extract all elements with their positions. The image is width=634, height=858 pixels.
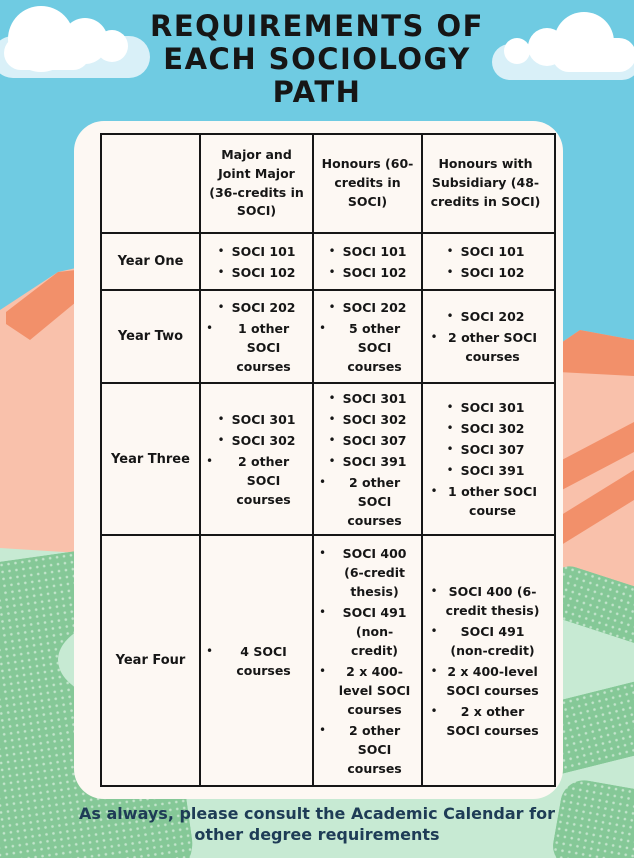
bullet-icon: • xyxy=(446,421,454,435)
course-text: 1 other SOCI courses xyxy=(236,320,291,374)
table-header-row xyxy=(102,135,554,232)
bullet-icon: • xyxy=(217,411,225,426)
course-cell xyxy=(199,291,312,382)
course-text: 2 other SOCI courses xyxy=(236,453,291,507)
row-label: Year One xyxy=(117,254,184,269)
course-cell xyxy=(199,234,312,289)
course-text: 2 x other SOCI courses xyxy=(446,703,539,738)
course-text: SOCI 391 xyxy=(460,463,525,478)
header-label: Honours (60-credits in SOCI) xyxy=(321,156,414,209)
bullet-icon: • xyxy=(206,643,214,658)
list-item xyxy=(319,410,416,429)
bullet-icon: • xyxy=(328,299,336,314)
list-item xyxy=(319,544,416,601)
bullet-icon: • xyxy=(206,320,214,335)
course-text: 2 other SOCI courses xyxy=(448,330,538,364)
list-item xyxy=(218,242,296,261)
header-label: Honours with Subsidiary (48-credits in SOCI) xyxy=(430,156,541,209)
course-text: SOCI 491 (non-credit) xyxy=(342,604,407,658)
list-item xyxy=(430,328,540,366)
course-list xyxy=(329,242,407,282)
row-label: Year Three xyxy=(111,451,190,467)
bullet-icon: • xyxy=(319,474,327,489)
course-text: SOCI 400 (6-credit thesis) xyxy=(445,583,540,618)
list-item xyxy=(319,431,416,450)
course-text: SOCI 202 xyxy=(342,299,407,315)
course-cell xyxy=(421,291,548,382)
bullet-icon: • xyxy=(328,390,336,405)
list-item xyxy=(329,263,407,282)
course-cell xyxy=(312,536,421,785)
bullet-icon: • xyxy=(446,463,454,477)
bullet-icon: • xyxy=(430,583,438,598)
bullet-icon: • xyxy=(446,400,454,414)
course-text: SOCI 400 (6-credit thesis) xyxy=(342,545,407,599)
course-list xyxy=(206,298,307,376)
bullet-icon: • xyxy=(217,243,225,258)
bullet-icon: • xyxy=(430,623,438,638)
course-cell xyxy=(199,536,312,785)
course-text: SOCI 101 xyxy=(342,243,407,259)
course-text: 2 other SOCI courses xyxy=(347,474,402,528)
course-text: SOCI 301 xyxy=(460,400,525,415)
course-list xyxy=(430,307,540,366)
mountain-illustration xyxy=(0,262,76,562)
requirements-table xyxy=(100,133,556,787)
course-text: SOCI 307 xyxy=(460,442,525,457)
course-text: SOCI 102 xyxy=(460,264,525,280)
course-text: 2 other SOCI courses xyxy=(347,722,402,776)
table-row xyxy=(102,232,554,289)
course-text: SOCI 302 xyxy=(342,411,407,427)
course-list xyxy=(319,389,416,530)
course-text: SOCI 301 xyxy=(231,411,296,427)
list-item xyxy=(206,410,307,429)
course-text: SOCI 101 xyxy=(460,243,525,259)
course-cell xyxy=(421,536,548,785)
list-item xyxy=(430,307,540,326)
bullet-icon: • xyxy=(430,703,438,718)
course-text: 4 SOCI courses xyxy=(236,643,291,678)
mountain-illustration xyxy=(558,300,634,600)
row-label: Year Two xyxy=(117,329,184,344)
list-item xyxy=(430,662,540,700)
bullet-icon: • xyxy=(446,309,454,323)
course-list xyxy=(206,410,307,509)
bullet-icon: • xyxy=(430,484,438,498)
course-text: SOCI 302 xyxy=(460,421,525,436)
bullet-icon: • xyxy=(446,264,454,279)
bullet-icon: • xyxy=(217,299,225,314)
row-label: Year Four xyxy=(115,653,186,668)
course-list xyxy=(319,544,416,778)
list-item xyxy=(218,263,296,282)
row-label-cell xyxy=(102,234,199,289)
page-title xyxy=(0,10,634,109)
list-item xyxy=(319,389,416,408)
list-item xyxy=(430,461,540,480)
course-cell xyxy=(421,384,548,534)
list-item xyxy=(430,398,540,417)
header-cell xyxy=(421,135,548,232)
footer-note: As always, please consult the Academic Calendar for other degree requirements xyxy=(79,804,555,844)
course-list xyxy=(319,298,416,376)
course-list xyxy=(430,582,540,740)
list-item xyxy=(206,319,307,376)
list-item xyxy=(206,452,307,509)
bullet-icon: • xyxy=(319,722,327,737)
bullet-icon: • xyxy=(319,320,327,335)
course-cell xyxy=(312,291,421,382)
course-list xyxy=(447,242,525,282)
list-item xyxy=(319,298,416,317)
list-item xyxy=(329,242,407,261)
list-item xyxy=(206,298,307,317)
header-cell xyxy=(199,135,312,232)
list-item xyxy=(430,419,540,438)
row-label-cell xyxy=(102,291,199,382)
table-row xyxy=(102,534,554,785)
course-text: 2 x 400-level SOCI courses xyxy=(338,663,411,717)
list-item xyxy=(319,662,416,719)
course-cell xyxy=(312,234,421,289)
row-label-cell xyxy=(102,384,199,534)
list-item xyxy=(319,721,416,778)
list-item xyxy=(206,431,307,450)
table-card xyxy=(74,121,563,799)
list-item xyxy=(319,603,416,660)
bullet-icon: • xyxy=(328,432,336,447)
title-line: REQUIREMENTS OF xyxy=(150,9,484,43)
course-text: SOCI 491 (non-credit) xyxy=(450,623,535,658)
list-item xyxy=(206,642,307,680)
list-item xyxy=(319,319,416,376)
table-row xyxy=(102,289,554,382)
course-text: SOCI 301 xyxy=(342,390,407,406)
bullet-icon: • xyxy=(319,545,327,560)
title-line: PATH xyxy=(272,75,362,109)
course-text: 2 x 400-level SOCI courses xyxy=(446,663,539,698)
bullet-icon: • xyxy=(217,432,225,447)
title-line: EACH SOCIOLOGY xyxy=(163,42,471,76)
list-item xyxy=(319,452,416,471)
bullet-icon: • xyxy=(430,330,438,344)
bullet-icon: • xyxy=(430,663,438,678)
header-cell xyxy=(102,135,199,232)
course-text: SOCI 202 xyxy=(460,309,525,324)
bullet-icon: • xyxy=(328,264,336,279)
course-cell xyxy=(421,234,548,289)
list-item xyxy=(447,263,525,282)
course-cell xyxy=(312,384,421,534)
bullet-icon: • xyxy=(328,411,336,426)
bullet-icon: • xyxy=(319,604,327,619)
header-cell xyxy=(312,135,421,232)
bullet-icon: • xyxy=(328,453,336,468)
bullet-icon: • xyxy=(319,663,327,678)
list-item xyxy=(430,440,540,459)
course-text: SOCI 102 xyxy=(342,264,407,280)
course-text: 5 other SOCI courses xyxy=(347,320,402,374)
bullet-icon: • xyxy=(217,264,225,279)
row-label-cell xyxy=(102,536,199,785)
list-item xyxy=(430,582,540,620)
list-item xyxy=(430,702,540,740)
course-text: SOCI 391 xyxy=(342,453,407,469)
course-text: SOCI 101 xyxy=(231,243,296,259)
list-item xyxy=(447,242,525,261)
course-text: SOCI 302 xyxy=(231,432,296,448)
list-item xyxy=(430,622,540,660)
bullet-icon: • xyxy=(328,243,336,258)
list-item xyxy=(319,473,416,530)
course-text: SOCI 202 xyxy=(231,299,296,315)
table-row xyxy=(102,382,554,534)
course-list xyxy=(430,398,540,520)
header-label: Major and Joint Major (36-credits in SOCI) xyxy=(209,147,304,219)
course-text: 1 other SOCI course xyxy=(448,484,538,518)
bullet-icon: • xyxy=(446,442,454,456)
bullet-icon: • xyxy=(446,243,454,258)
bullet-icon: • xyxy=(206,453,214,468)
course-text: SOCI 307 xyxy=(342,432,407,448)
course-list xyxy=(206,642,307,680)
course-text: SOCI 102 xyxy=(231,264,296,280)
course-list xyxy=(218,242,296,282)
course-cell xyxy=(199,384,312,534)
list-item xyxy=(430,482,540,520)
